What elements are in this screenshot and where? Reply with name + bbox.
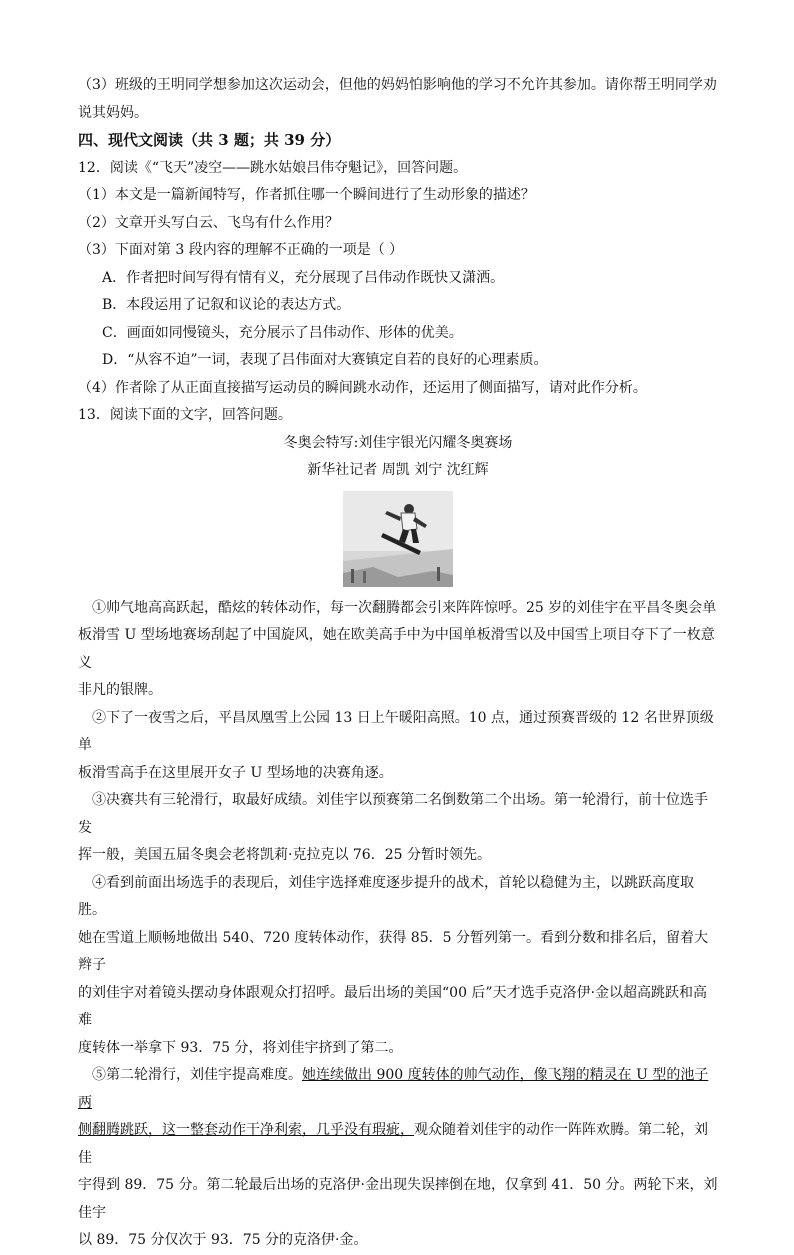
- para2-line1: ②下了一夜雪之后，平昌凤凰雪上公园 13 日上午暖阳高照。10 点，通过预赛晋级的 12 名世界顶级单: [78, 709, 714, 753]
- para2-line2: 板滑雪高手在这里展开女子 U 型场地的决赛角逐。: [78, 764, 393, 781]
- q12-option-b: B．本段运用了记叙和议论的表达方式。: [102, 297, 351, 313]
- q12-part1: （1）本文是一篇新闻特写，作者抓住哪一个瞬间进行了生动形象的描述？: [78, 187, 535, 203]
- para4-line2: 她在雪道上顺畅地做出 540、720 度转体动作，获得 85．5 分暂列第一。看到分数和排名后，留着大辫子: [78, 929, 708, 973]
- snowboarder-photo: [343, 491, 453, 587]
- para1-line2: 板滑雪 U 型场地赛场刮起了中国旋风，她在欧美高手中为中国单板滑雪以及中国雪上项目夺下了一枚意义: [78, 627, 715, 671]
- q12-option-a: A．作者把时间写得有情有义，充分展现了吕伟动作既快又潇洒。: [102, 269, 505, 286]
- para5-underlined-text: 她连续做出 900 度转体的帅气动作，像飞翔的精灵在 U 型的池子两: [78, 1067, 709, 1111]
- article-title: 冬奥会特写:刘佳宇银光闪耀冬奥赛场: [283, 434, 513, 451]
- para4-line1: ④看到前面出场选手的表现后，刘佳宇选择难度逐步提升的战术，首轮以稳健为主，以跳跃高度取胜。: [78, 874, 694, 918]
- para5-text: 观众随着刘佳宇的动作一阵阵欢腾。第二轮，刘佳: [78, 1122, 708, 1166]
- exam-page: [78, 72, 718, 1255]
- q12-stem: 12．阅读《“飞天”凌空——跳水姑娘吕伟夺魁记》，回答问题。: [78, 159, 468, 176]
- para5-underlined-text: 侧翻腾跳跃，这一整套动作干净利索，几乎没有瑕疵，: [78, 1122, 414, 1138]
- para1-line1: ①帅气地高高跃起，酷炫的转体动作，每一次翻腾都会引来阵阵惊呼。25 岁的刘佳宇在平昌冬奥会单: [92, 599, 717, 616]
- section-title: 四、现代文阅读（共 3 题；共 39 分）: [78, 131, 341, 149]
- para4-line3: 的刘佳宇对着镜头摆动身体跟观众打招呼。最后出场的美国“00 后”天才选手克洛伊·金以超高跳跃和高难: [78, 984, 708, 1028]
- q12-part2: （2）文章开头写白云、飞鸟有什么作用？: [78, 214, 339, 231]
- para5-line1: [78, 1062, 718, 1117]
- q13-stem: 13．阅读下面的文字，回答问题。: [78, 407, 292, 423]
- q12-option-c: C．画面如同慢镜头，充分展示了吕伟动作、形体的优美。: [102, 324, 463, 341]
- q12-part4: （4）作者除了从正面直接描写运动员的瞬间跳水动作，还运用了侧面描写，请对此作分析。: [78, 379, 647, 396]
- para4-line4: 度转体一举拿下 93．75 分，将刘佳宇挤到了第二。: [78, 1039, 403, 1056]
- para5-text: ⑤第二轮滑行，刘佳宇提高难度。: [92, 1067, 302, 1083]
- q11-part3-line1: （3）班级的王明同学想参加这次运动会，但他的妈妈怕影响他的学习不允许其参加。请你帮王明同学劝: [78, 77, 717, 93]
- para5-line2: [78, 1117, 718, 1172]
- para1-line3: 非凡的银牌。: [78, 682, 162, 698]
- q12-part3: （3）下面对第 3 段内容的理解不正确的一项是（ ）: [78, 242, 404, 258]
- para3-line1: ③决赛共有三轮滑行，取最好成绩。刘佳宇以预赛第二名倒数第二个出场。第一轮滑行，前十位选手发: [78, 792, 708, 836]
- q12-option-d: D．“从容不迫”一词，表现了吕伟面对大赛镇定自若的良好的心理素质。: [102, 352, 548, 368]
- para5-line4: 以 89．75 分仅次于 93．75 分的克洛伊·金。: [78, 1232, 368, 1248]
- article-byline: 新华社记者 周凯 刘宁 沈红辉: [307, 462, 489, 478]
- q11-part3-line2: 说其妈妈。: [78, 104, 148, 121]
- para3-line2: 挥一般，美国五届冬奥会老将凯莉·克拉克以 76．25 分暂时领先。: [78, 847, 491, 863]
- para5-line3: 宇得到 89．75 分。第二轮最后出场的克洛伊·金出现失误摔倒在地，仅拿到 41．50 分。两轮下来，刘佳宇: [78, 1177, 718, 1221]
